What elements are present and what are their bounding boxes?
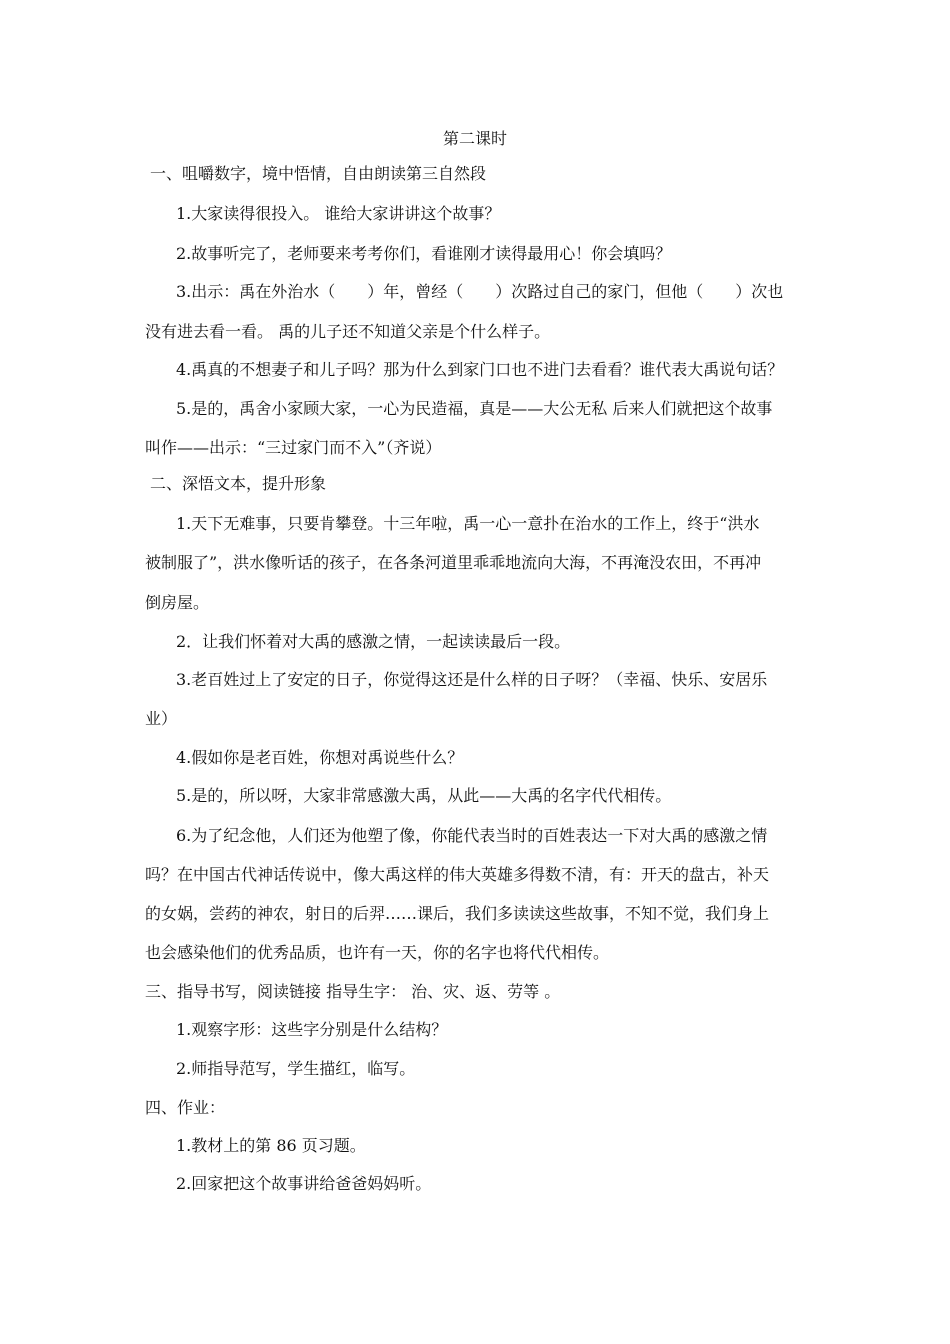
paragraph-line: 1.天下无难事，只要肯攀登。十三年啦，禹一心一意扑在治水的工作上，终于“洪水	[176, 514, 760, 533]
paragraph-line: 1.大家读得很投入。 谁给大家讲讲这个故事？	[176, 204, 501, 223]
paragraph-line: 被制服了”，洪水像听话的孩子，在各条河道里乖乖地流向大海，不再淹没农田，不再冲	[145, 553, 762, 572]
paragraph-line: 吗？在中国古代神话传说中，像大禹这样的伟大英雄多得数不清，有：开天的盘古，补天	[145, 865, 770, 884]
section-heading-4: 四、作业：	[145, 1098, 226, 1117]
paragraph-line: 倒房屋。	[145, 593, 210, 612]
paragraph-line: 5.是的，所以呀，大家非常感激大禹，从此——大禹的名字代代相传。	[176, 786, 672, 805]
paragraph-line: 2.故事听完了，老师要来考考你们，看谁刚才读得最用心！你会填吗？	[176, 244, 672, 263]
paragraph-line: 4.禹真的不想妻子和儿子吗？那为什么到家门口也不进门去看看？谁代表大禹说句话？	[176, 360, 784, 379]
paragraph-line: 3.老百姓过上了安定的日子，你觉得这还是什么样的日子呀？（幸福、快乐、安居乐	[176, 670, 768, 689]
paragraph-line: 叫作——出示：“三过家门而不入”（齐说）	[145, 438, 442, 457]
section-heading-3: 三、指导书写，阅读链接 指导生字： 治、灾、返、劳等 。	[145, 982, 561, 1001]
paragraph-line: 业）	[145, 709, 178, 728]
paragraph-line: 2.回家把这个故事讲给爸爸妈妈听。	[176, 1174, 432, 1193]
paragraph-line: 6.为了纪念他，人们还为他塑了像，你能代表当时的百姓表达一下对大禹的感激之情	[176, 826, 768, 845]
section-heading-1: 一、咀嚼数字，境中悟情，自由朗读第三自然段	[150, 164, 487, 183]
paragraph-line: 的女娲，尝药的神农，射日的后羿……课后，我们多读读这些故事，不知不觉，我们身上	[145, 904, 770, 923]
paragraph-line: 4.假如你是老百姓，你想对禹说些什么？	[176, 748, 464, 767]
paragraph-line: 1.观察字形：这些字分别是什么结构？	[176, 1020, 448, 1039]
paragraph-line: 5.是的，禹舍小家顾大家，一心为民造福，真是——大公无私 后来人们就把这个故事	[176, 399, 773, 418]
paragraph-line: 没有进去看一看。 禹的儿子还不知道父亲是个什么样子。	[145, 322, 551, 341]
section-heading-2: 二、深悟文本，提升形象	[150, 474, 327, 493]
paragraph-line: 3.出示：禹在外治水（ ）年，曾经（ ）次路过自己的家门，但他（ ）次也	[176, 282, 784, 301]
paragraph-line: 1.教材上的第 86 页习题。	[176, 1136, 366, 1155]
paragraph-line: 2．让我们怀着对大禹的感激之情，一起读读最后一段。	[176, 632, 571, 651]
paragraph-line: 也会感染他们的优秀品质，也许有一天，你的名字也将代代相传。	[145, 943, 610, 962]
lesson-title: 第二课时	[442, 129, 507, 148]
paragraph-line: 2.师指导范写，学生描红，临写。	[176, 1059, 416, 1078]
